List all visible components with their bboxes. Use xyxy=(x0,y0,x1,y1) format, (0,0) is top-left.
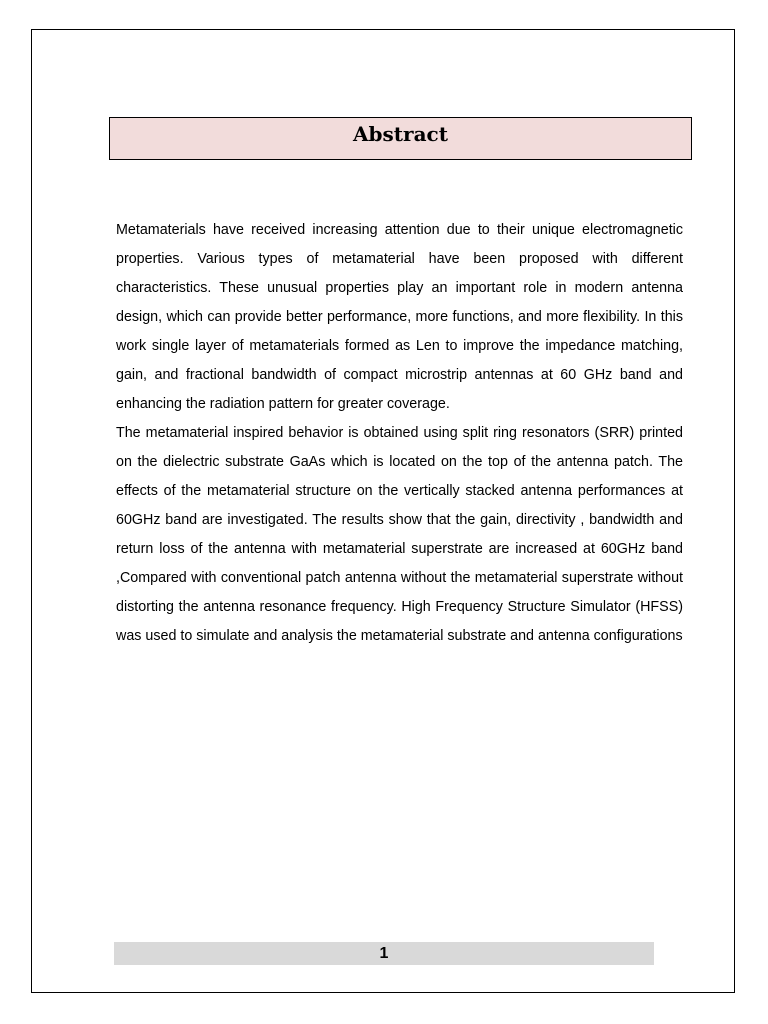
page-number: 1 xyxy=(379,944,389,962)
page-title: Abstract xyxy=(353,121,448,146)
abstract-body xyxy=(116,216,683,651)
abstract-paragraph-1: Metamaterials have received increasing attention due to their unique electromagnetic properties. Various types of metamaterial have been proposed with different characteristics. These unusual properties play an important role in modern antenna design, which can provide better performance, more functions, and more flexibility. In this work single layer of metamaterials formed as Len to improve the impedance matching, gain, and fractional bandwidth of compact microstrip antennas at 60 GHz band and enhancing the radiation pattern for greater coverage. xyxy=(116,222,683,412)
abstract-title-box xyxy=(109,117,692,160)
page-footer xyxy=(114,942,654,965)
abstract-paragraph-2: The metamaterial inspired behavior is obtained using split ring resonators (SRR) printed on the dielectric substrate GaAs which is located on the top of the antenna patch. The effects of the metamaterial structure on the vertically stacked antenna performances at 60GHz band are investigated. The results show that the gain, directivity , bandwidth and return loss of the antenna with metamaterial superstrate are increased at 60GHz band ,Compared with conventional patch antenna without the metamaterial superstrate without distorting the antenna resonance frequency. High Frequency Structure Simulator (HFSS) was used to simulate and analysis the metamaterial substrate and antenna configurations xyxy=(116,425,683,644)
